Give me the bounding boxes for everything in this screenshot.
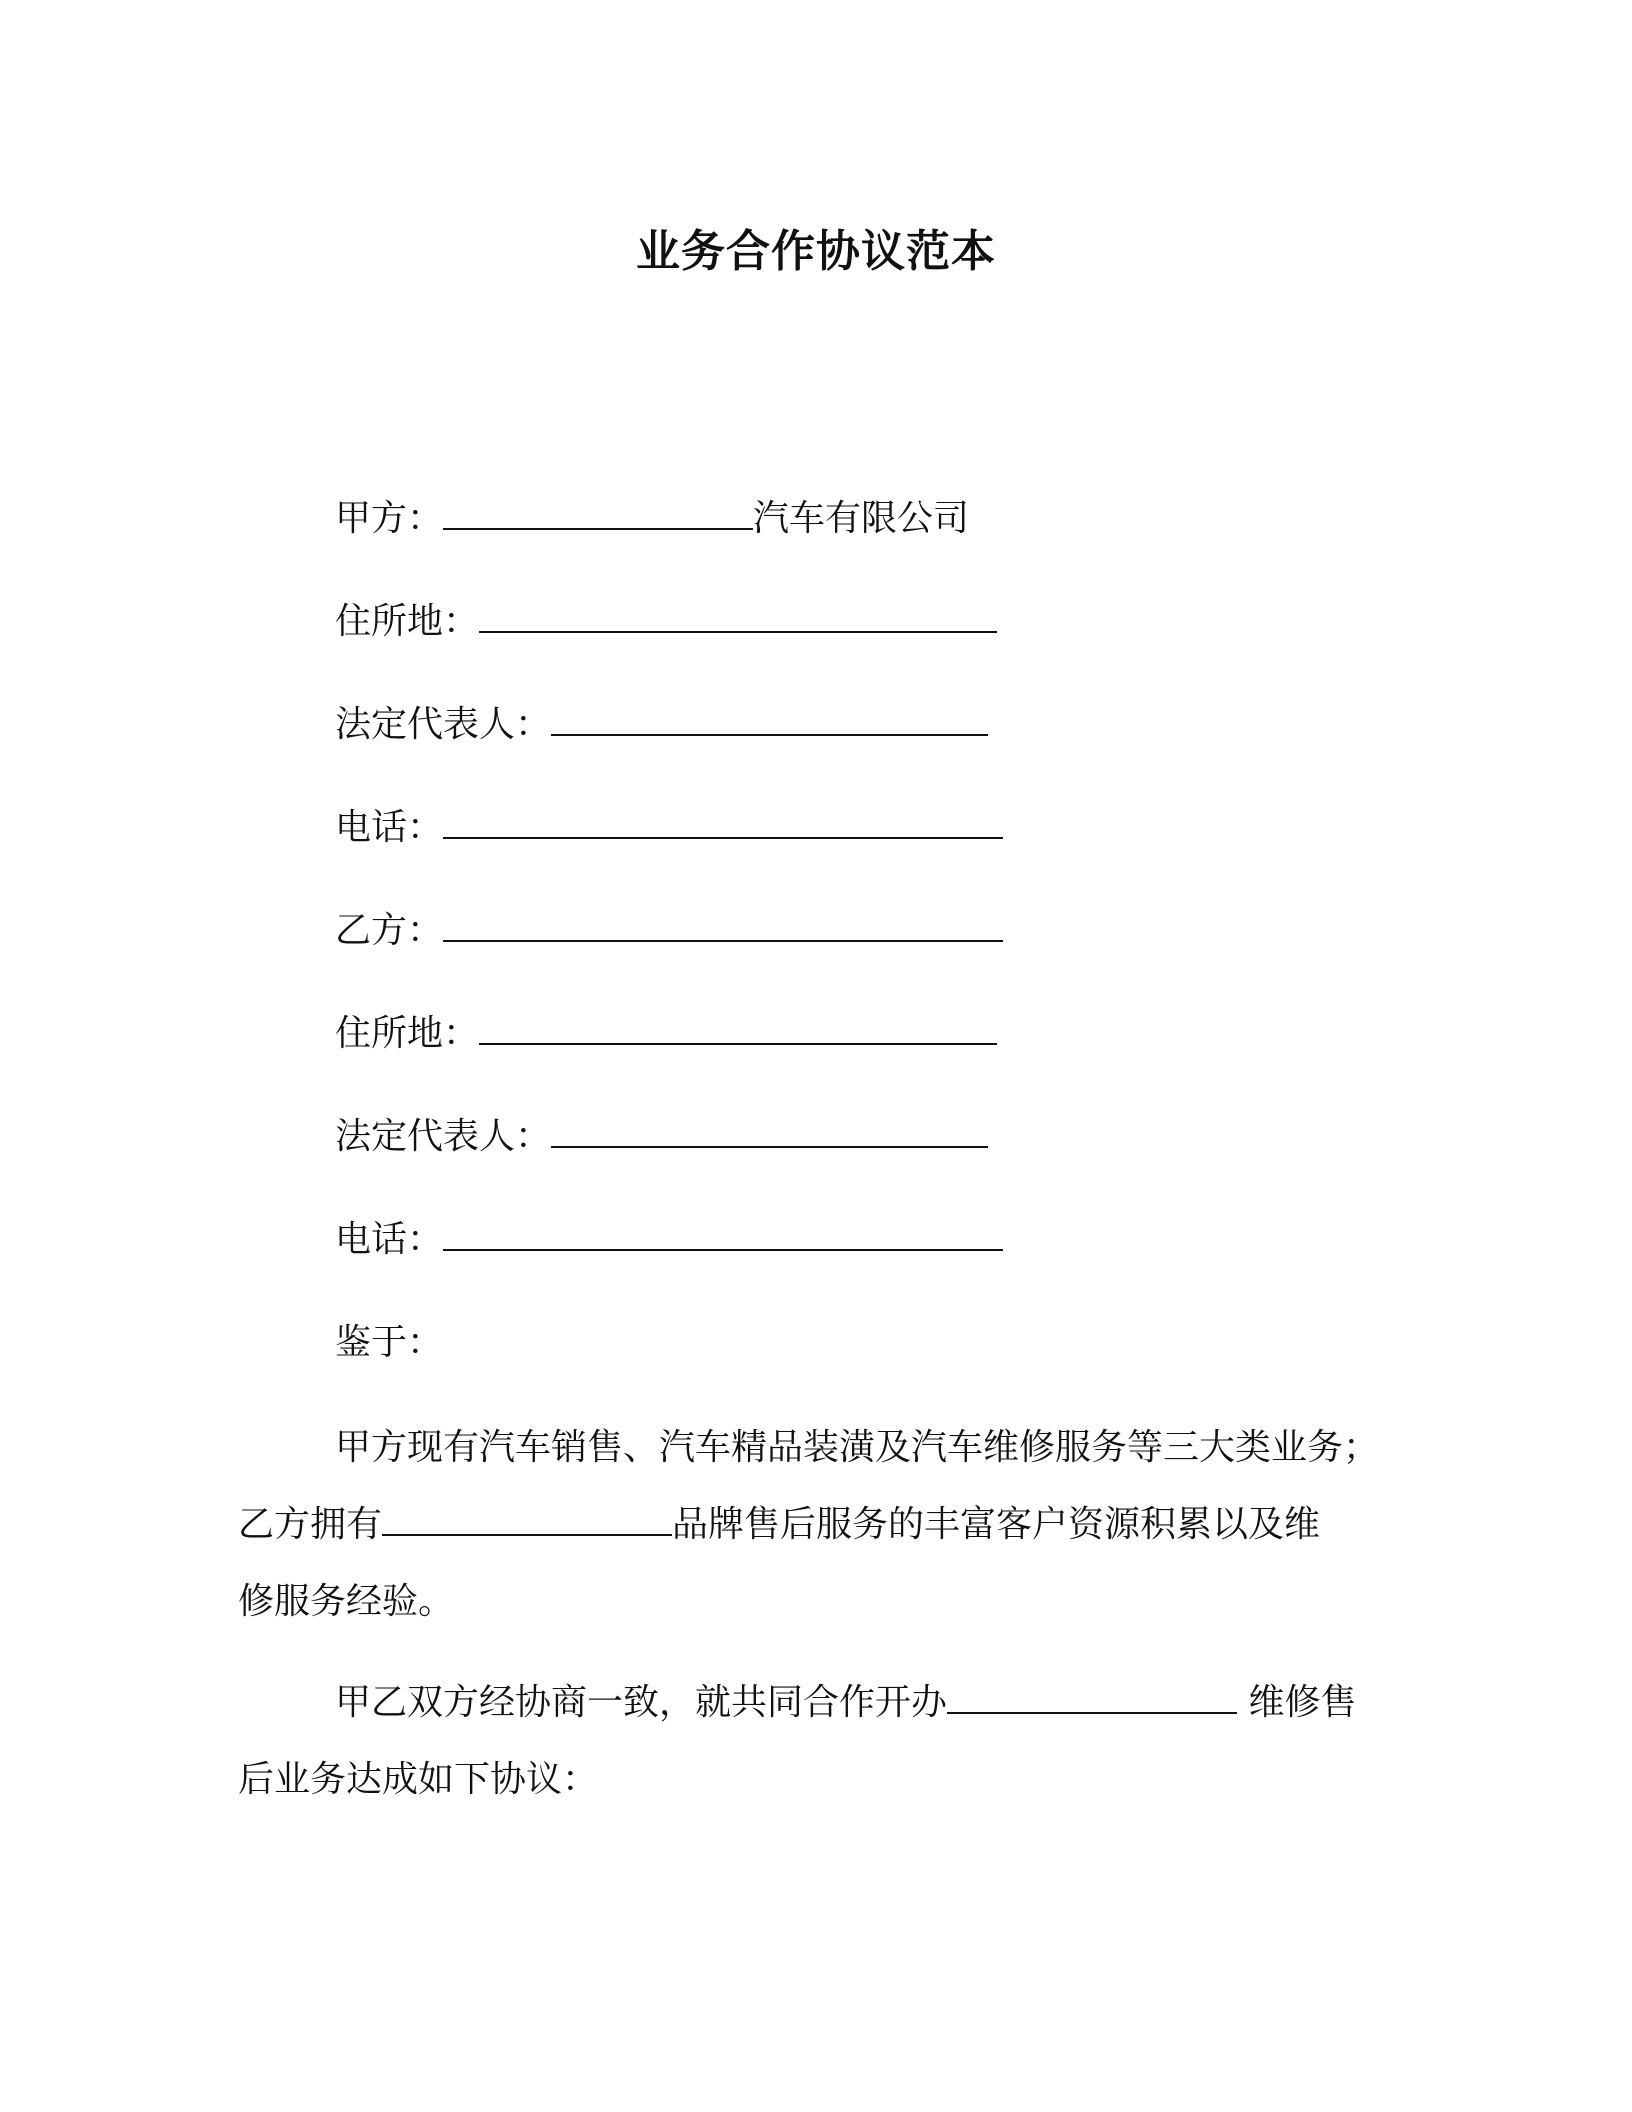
paragraph-2-line-1 [238, 1664, 1398, 1741]
paragraph-2-line-1-suffix: 维修售 [1237, 1682, 1357, 1723]
party-a-rep-blank [551, 700, 988, 736]
party-b-name-blank [443, 906, 1003, 942]
party-a-suffix: 汽车有限公司 [753, 498, 970, 539]
party-b-address-blank [479, 1009, 997, 1045]
party-b-rep-blank [551, 1112, 988, 1148]
paragraph-1-line-2 [238, 1486, 1398, 1563]
paragraph-2-line-2: 后业务达成如下协议： [238, 1759, 599, 1800]
party-a-phone-label: 电话： [335, 807, 444, 848]
party-b-phone-blank [443, 1215, 1003, 1251]
party-b-phone-label: 电话： [335, 1219, 444, 1260]
party-a-name-blank [443, 494, 753, 530]
party-a-phone-field [335, 803, 1003, 853]
party-b-name-field [335, 906, 1003, 956]
party-a-address-blank [479, 597, 997, 633]
paragraph-1 [238, 1409, 1398, 1640]
paragraph-1-line-2-prefix: 乙方拥有 [238, 1504, 383, 1545]
party-b-label: 乙方： [335, 910, 444, 951]
paragraph-1-line-2-suffix: 品牌售后服务的丰富客户资源积累以及维 [672, 1504, 1321, 1545]
party-a-name-field [335, 494, 969, 544]
party-b-phone-field [335, 1215, 1003, 1265]
party-a-label: 甲方： [335, 498, 444, 539]
document-title: 业务合作协议范本 [636, 226, 996, 277]
brand-blank [382, 1500, 672, 1536]
whereas-label: 鉴于： [335, 1322, 444, 1363]
party-b-address-field [335, 1009, 997, 1059]
paragraph-1-line-3: 修服务经验。 [238, 1581, 455, 1622]
paragraph-2-line-1-prefix: 甲乙双方经协商一致，就共同合作开办 [335, 1682, 948, 1723]
whereas-heading [335, 1318, 443, 1368]
party-a-phone-blank [443, 803, 1003, 839]
paragraph-1-line-1: 甲方现有汽车销售、汽车精品装潢及汽车维修服务等三大类业务； [335, 1427, 1380, 1468]
party-b-address-label: 住所地： [335, 1013, 480, 1054]
party-a-address-label: 住所地： [335, 601, 480, 642]
paragraph-2 [238, 1664, 1398, 1818]
party-b-rep-label: 法定代表人： [335, 1116, 552, 1157]
party-a-rep-label: 法定代表人： [335, 704, 552, 745]
party-a-address-field [335, 597, 997, 647]
party-a-rep-field [335, 700, 988, 750]
party-b-rep-field [335, 1112, 988, 1162]
business-blank [947, 1678, 1237, 1714]
